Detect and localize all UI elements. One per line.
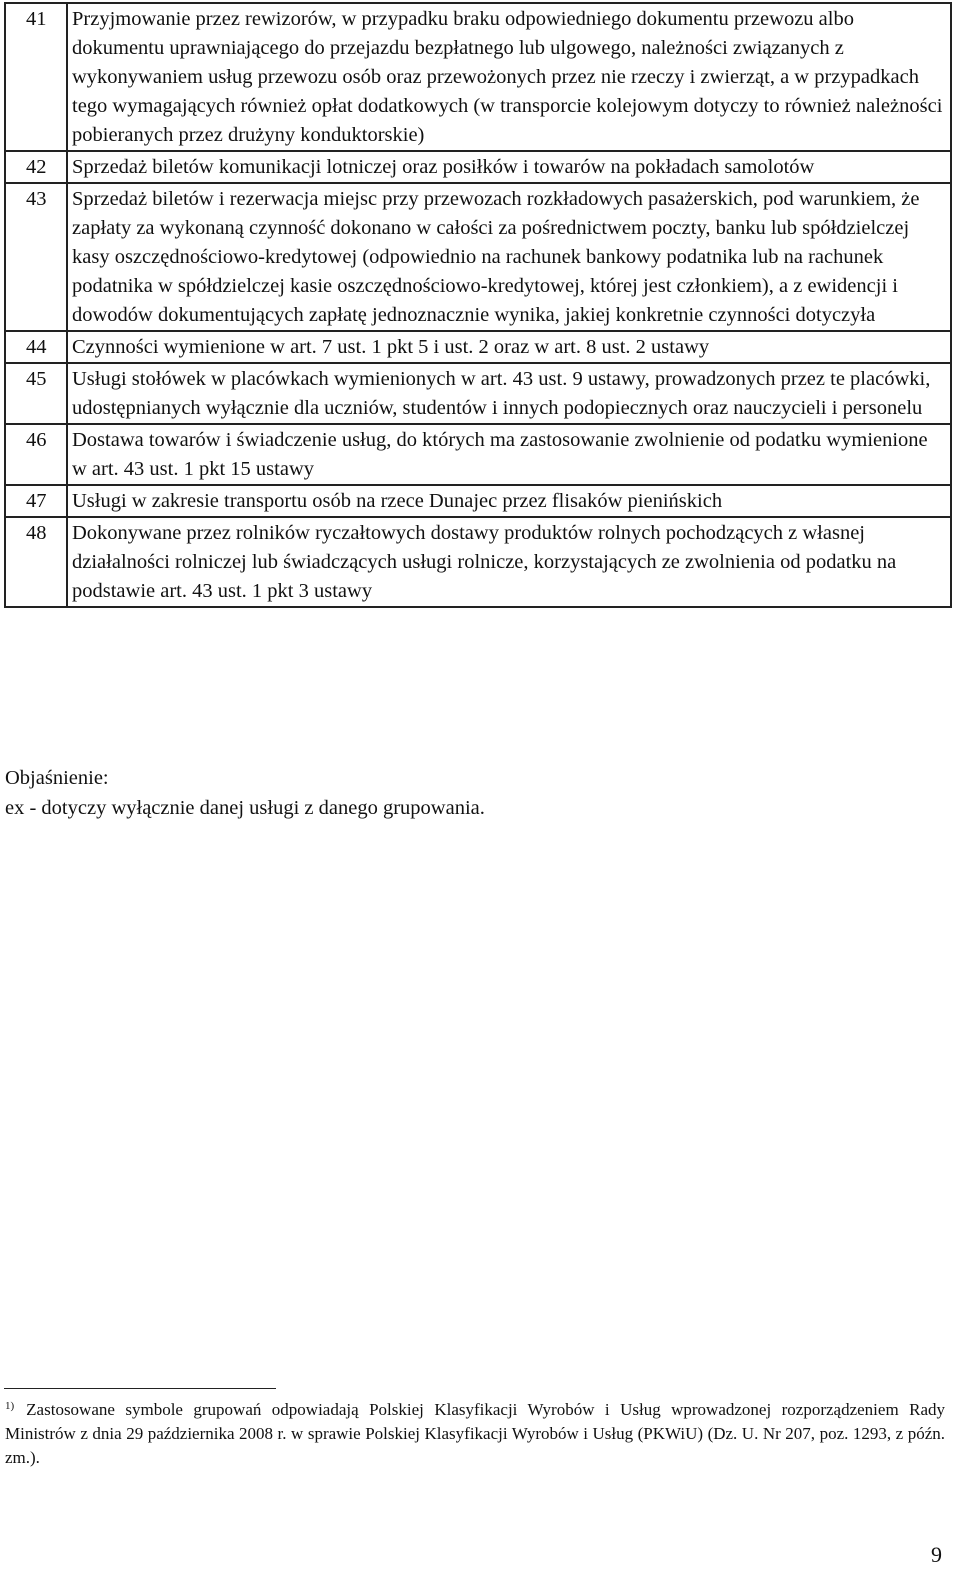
footnote-text: Zastosowane symbole grupowań odpowiadają Polskiej Klasyfikacji Wyrobów i Usług wprowadzonej rozporządzeniem Rady Ministrów z dnia 29 października 2008 r. w sprawie Polskiej Klasyfikacji Wyrobów i Usług (PKWiU) (Dz. U. Nr 207, poz. 1293, z późn. zm.). bbox=[5, 1400, 945, 1467]
explanation-section bbox=[5, 763, 485, 823]
row-number: 48 bbox=[5, 517, 67, 607]
row-description: Usługi w zakresie transportu osób na rzece Dunajec przez flisaków pienińskich bbox=[67, 485, 951, 517]
row-number: 47 bbox=[5, 485, 67, 517]
explanation-heading: Objaśnienie: bbox=[5, 767, 109, 789]
footnote-marker: 1) bbox=[5, 1400, 15, 1412]
page-number: 9 bbox=[931, 1542, 942, 1567]
row-number: 46 bbox=[5, 424, 67, 485]
row-number: 41 bbox=[5, 3, 67, 151]
table-row bbox=[5, 183, 951, 331]
row-description: Przyjmowanie przez rewizorów, w przypadku braku odpowiedniego dokumentu przewozu albo dokumentu uprawniającego do przejazdu bezpłatnego lub ulgowego, należności związanych z wykonywaniem usług przewozu osób oraz przewożonych przez nie rzeczy i zwierząt, a w przypadkach tego wymagających również opłat dodatkowych (w transporcie kolejowym dotyczy to również należności pobieranych przez drużyny konduktorskie) bbox=[67, 3, 951, 151]
row-description: Usługi stołówek w placówkach wymienionych w art. 43 ust. 9 ustawy, prowadzonych przez te placówki, udostępnianych wyłącznie dla uczniów, studentów i innych podopiecznych oraz nauczycieli i personelu bbox=[67, 363, 951, 424]
explanation-text: ex - dotyczy wyłącznie danej usługi z danego grupowania. bbox=[5, 797, 485, 819]
footnote-divider bbox=[4, 1388, 276, 1389]
table-row bbox=[5, 485, 951, 517]
row-description: Dostawa towarów i świadczenie usług, do których ma zastosowanie zwolnienie od podatku wymienione w art. 43 ust. 1 pkt 15 ustawy bbox=[67, 424, 951, 485]
table-row bbox=[5, 363, 951, 424]
table-row bbox=[5, 331, 951, 363]
row-description: Dokonywane przez rolników ryczałtowych dostawy produktów rolnych pochodzących z własnej działalności rolniczej lub świadczących usługi rolnicze, korzystających ze zwolnienia od podatku na podstawie art. 43 ust. 1 pkt 3 ustawy bbox=[67, 517, 951, 607]
services-table bbox=[4, 2, 952, 608]
row-number: 42 bbox=[5, 151, 67, 183]
table-row bbox=[5, 3, 951, 151]
footnote bbox=[5, 1398, 945, 1470]
row-number: 43 bbox=[5, 183, 67, 331]
row-number: 44 bbox=[5, 331, 67, 363]
table-row bbox=[5, 517, 951, 607]
row-description: Sprzedaż biletów i rezerwacja miejsc przy przewozach rozkładowych pasażerskich, pod warunkiem, że zapłaty za wykonaną czynność dokonano w całości za pośrednictwem poczty, banku lub spółdzielczej kasy oszczędnościowo-kredytowej (odpowiednio na rachunek bankowy podatnika lub na rachunek podatnika w spółdzielczej kasie oszczędnościowo-kredytowej, której jest członkiem), a z ewidencji i dowodów dokumentujących zapłatę jednoznacznie wynika, jakiej konkretnie czynności dotyczyła bbox=[67, 183, 951, 331]
row-description: Sprzedaż biletów komunikacji lotniczej oraz posiłków i towarów na pokładach samolotów bbox=[67, 151, 951, 183]
table-row bbox=[5, 151, 951, 183]
table-row bbox=[5, 424, 951, 485]
row-description: Czynności wymienione w art. 7 ust. 1 pkt 5 i ust. 2 oraz w art. 8 ust. 2 ustawy bbox=[67, 331, 951, 363]
row-number: 45 bbox=[5, 363, 67, 424]
